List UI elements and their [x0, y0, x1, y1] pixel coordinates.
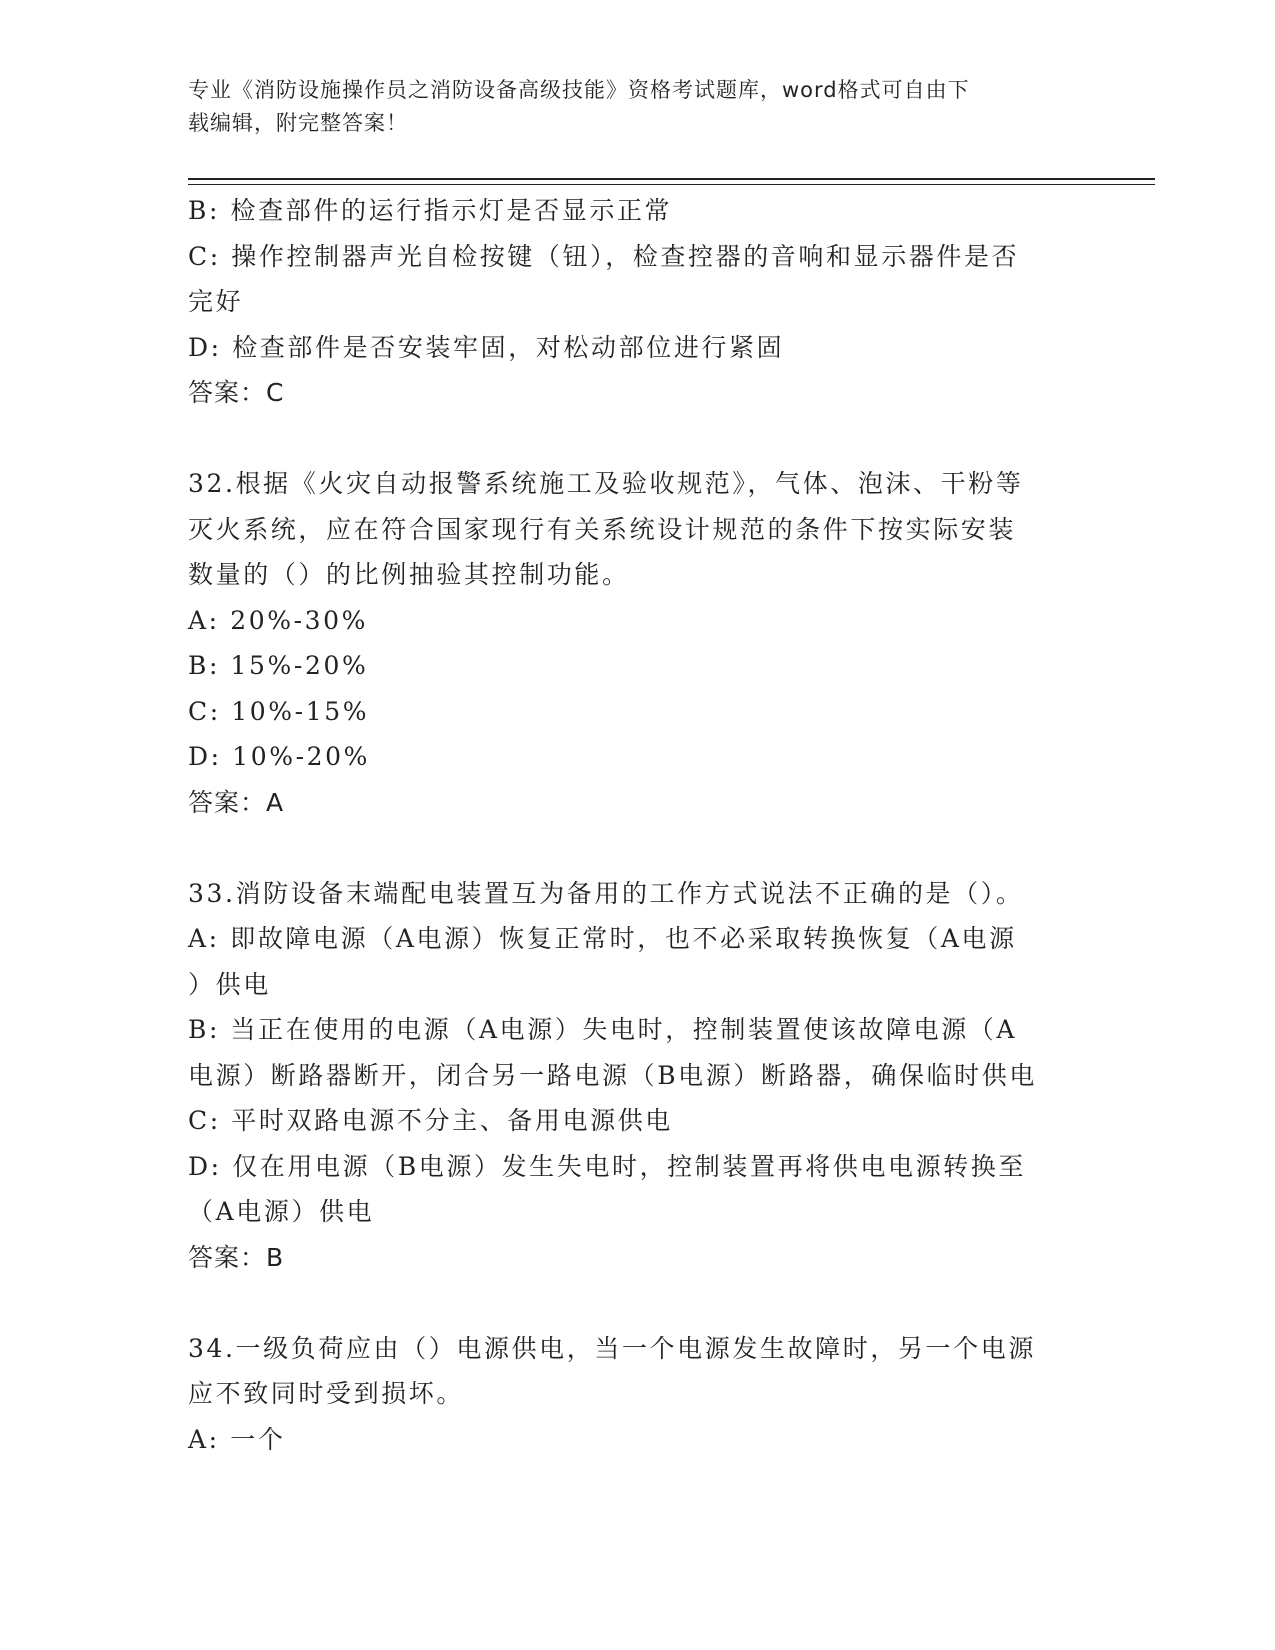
q32-stem-line-3: 数量的（）的比例抽验其控制功能。 [188, 560, 630, 589]
header-divider-thick [188, 178, 1155, 180]
q32-option-a: A: 20%-30% [188, 605, 369, 635]
question-34 [188, 1326, 1088, 1463]
q32-option-d: D: 10%-20% [188, 742, 370, 771]
q33-stem: 33.消防设备末端配电装置互为备用的工作方式说法不正确的是（）。 [188, 878, 1024, 908]
header-line-1: 专业《消防设施操作员之消防设备高级技能》资格考试题库，word格式可自由下 [188, 78, 970, 102]
question-33 [188, 871, 1088, 1281]
q34-option-a: A: 一个 [188, 1424, 286, 1454]
q31-answer: 答案：C [188, 378, 285, 407]
q33-option-d-line-1: D: 仅在用电源（B电源）发生失电时，控制装置再将供电电源转换至 [188, 1151, 1026, 1181]
q33-answer: 答案：B [188, 1242, 285, 1272]
q33-option-b-line-1: B: 当正在使用的电源（A电源）失电时，控制装置使该故障电源（A [188, 1015, 1018, 1044]
spacer [188, 825, 1088, 871]
spacer [188, 416, 1088, 462]
q31-option-b: B: 检查部件的运行指示灯是否显示正常 [188, 196, 673, 225]
q34-stem-line-1: 34.一级负荷应由（）电源供电，当一个电源发生故障时，另一个电源 [188, 1333, 1036, 1363]
q33-option-c: C: 平时双路电源不分主、备用电源供电 [188, 1106, 673, 1135]
q34-stem-line-2: 应不致同时受到损坏。 [188, 1379, 465, 1408]
q32-stem-line-1: 32.根据《火灾自动报警系统施工及验收规范》，气体、泡沫、干粉等 [188, 469, 1024, 498]
q31-option-c-line-2: 完好 [188, 287, 244, 316]
q31-option-c-line-1: C: 操作控制器声光自检按键（钮），检查控器的音响和显示器件是否 [188, 241, 1020, 271]
q31-option-d: D: 检查部件是否安装牢固，对松动部位进行紧固 [188, 332, 785, 362]
spacer [188, 1280, 1088, 1326]
q32-option-b: B: 15%-20% [188, 651, 369, 680]
q32-answer: 答案：A [188, 787, 285, 817]
q32-stem-line-2: 灭火系统，应在符合国家现行有关系统设计规范的条件下按实际安装 [188, 514, 1017, 544]
question-32 [188, 461, 1088, 825]
q32-option-c: C: 10%-15% [188, 696, 370, 726]
question-31 [188, 188, 1088, 416]
header-line-2: 载编辑，附完整答案！ [188, 111, 408, 135]
q33-option-d-line-2: （A电源）供电 [188, 1197, 375, 1226]
document-header [188, 74, 1078, 140]
q33-option-b-line-2: 电源）断路器断开，闭合另一路电源（B电源）断路器，确保临时供电 [188, 1060, 1037, 1090]
q33-option-a-line-2: ）供电 [188, 969, 271, 999]
question-list [188, 188, 1088, 1462]
header-divider-thin [188, 184, 1155, 185]
q33-option-a-line-1: A: 即故障电源（A电源）恢复正常时，也不必采取转换恢复（A电源 [188, 924, 1017, 953]
